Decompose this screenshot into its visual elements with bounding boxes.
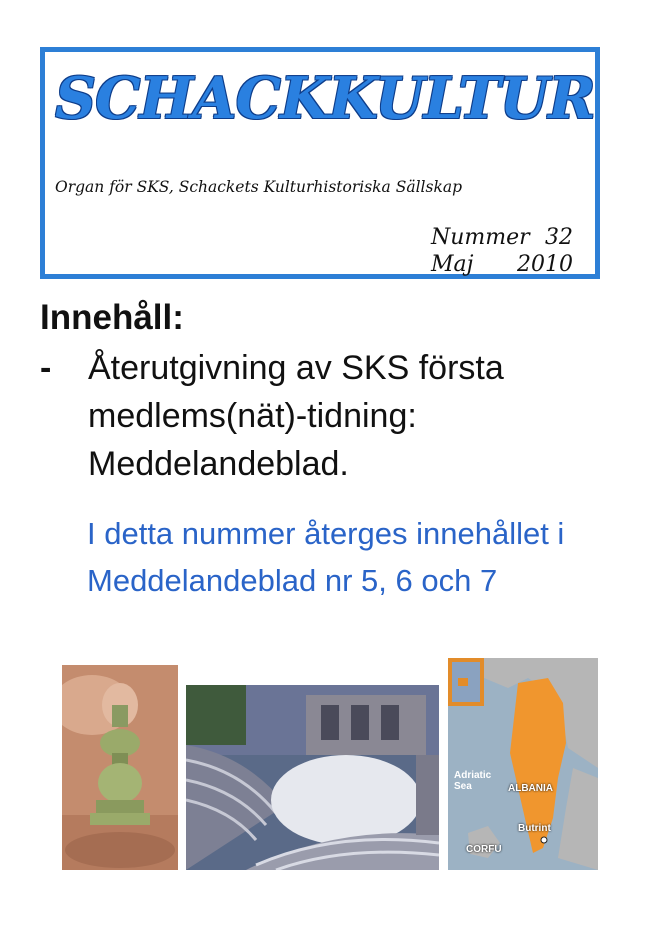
issue-month: Maj: [431, 252, 474, 277]
contents-item-text: Återutgivning av SKS första medlems(nät)-tidning: Meddelandeblad.: [88, 349, 504, 483]
chess-piece-illustration: [62, 665, 178, 870]
bullet-dash: -: [40, 349, 52, 387]
issue-year: 2010: [517, 252, 573, 277]
map-label-country: ALBANIA: [508, 783, 553, 794]
magazine-title: SCHACKKULTUR: [55, 65, 595, 132]
chess-piece-photo: [62, 665, 178, 870]
contents-heading: Innehåll:: [40, 298, 184, 337]
albania-map-illustration: [448, 658, 598, 870]
issue-label: Nummer: [431, 225, 530, 250]
amphitheatre-illustration: [186, 685, 439, 870]
map-label-island: CORFU: [466, 844, 502, 855]
albania-map: [448, 658, 598, 870]
map-label-sea: Adriatic Sea: [454, 770, 492, 792]
contents-item: [40, 344, 588, 488]
amphitheatre-photo: [186, 685, 439, 870]
masthead-frame: [40, 47, 600, 279]
issue-highlight: I detta nummer återges innehållet i Meddelandeblad nr 5, 6 och 7: [87, 516, 565, 598]
issue-info: [431, 224, 573, 278]
map-label-site: Butrint: [518, 823, 551, 834]
issue-number: 32: [545, 225, 573, 250]
magazine-subtitle: Organ för SKS, Schackets Kulturhistoriska Sällskap: [55, 178, 463, 196]
